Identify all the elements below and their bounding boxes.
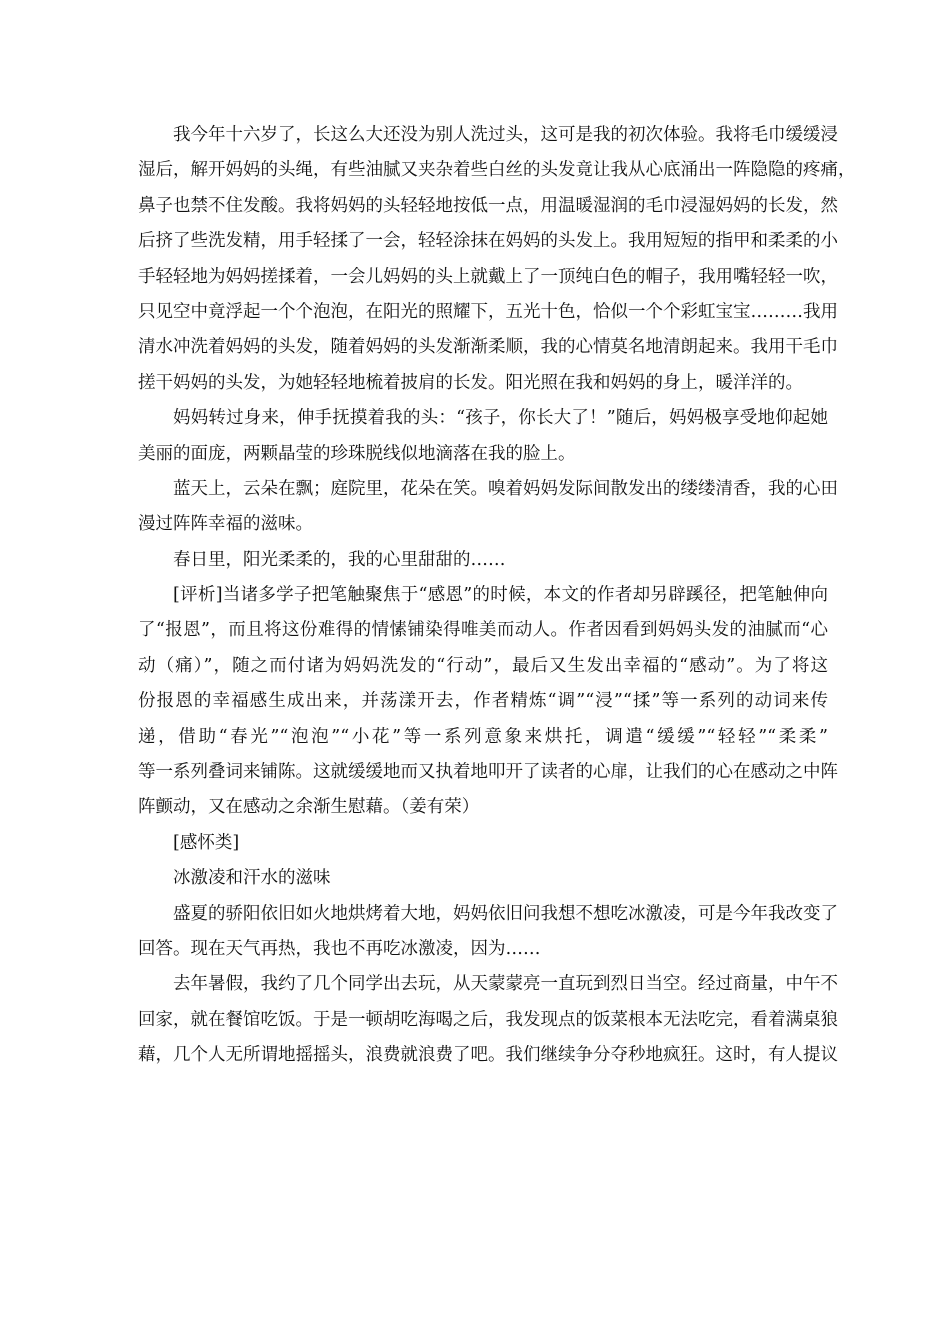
paragraph [138,578,838,826]
text-line: 盛夏的骄阳依旧如火地烘烤着大地，妈妈依旧问我想不想吃冰激凌，可是今年我改变了 [173,903,838,924]
text-line: 美丽的面庞，两颗晶莹的珍珠脱线似地滴落在我的脸上。 [138,443,576,464]
text-line: 手轻轻地为妈妈搓揉着，一会儿妈妈的头上就戴上了一顶纯白色的帽子，我用嘴轻轻一吹， [138,266,838,287]
paragraph [138,118,856,401]
paragraph [138,967,838,1073]
text-line: 我今年十六岁了，长这么大还没为别人洗过头，这可是我的初次体验。我将毛巾缓缓浸 [173,125,838,145]
text-line: 蓝天上，云朵在飘；庭院里，花朵在笑。嗅着妈妈发际间散发出的缕缕清香，我的心田 [173,478,838,499]
text-line: [感怀类] [173,832,240,853]
text-line: [评析]当诸多学子把笔触聚焦于“感恩”的时候，本文的作者却另辟蹊径，把笔触伸向 [173,585,828,606]
text-line: 递，借助“春光”“泡泡”“小花”等一系列意象来烘托，调遣“缓缓”“轻轻”“柔柔” [138,726,828,747]
text-line: 份报恩的幸福感生成出来，并荡漾开去，作者精炼“调”“浸”“揉”等一系列的动词来传 [138,691,828,712]
text-line: 只见空中竟浮起一个个泡泡，在阳光的照耀下，五光十色，恰似一个个彩虹宝宝………我用 [138,301,838,322]
text-line: 妈妈转过身来，伸手抚摸着我的头：“孩子，你长大了！”随后，妈妈极享受地仰起她 [173,408,828,429]
text-line: 阵颤动，又在感动之余渐生慰藉。（姜有荣） [138,797,480,818]
text-line: 春日里，阳光柔柔的，我的心里甜甜的…… [173,549,506,570]
paragraph [138,543,828,578]
text-line: 搓干妈妈的头发，为她轻轻地梳着披肩的长发。阳光照在我和妈妈的身上，暖洋洋的。 [138,372,803,393]
paragraph [138,401,828,472]
text-line: 漫过阵阵幸福的滋味。 [138,514,313,535]
document-body [138,118,856,1074]
paragraph [138,861,828,896]
text-line: 回家，就在餐馆吃饭。于是一顿胡吃海喝之后，我发现点的饭菜根本无法吃完，看着满桌狼 [138,1009,838,1030]
text-line: 后挤了些洗发精，用手轻揉了一会，轻轻涂抹在妈妈的头发上。我用短短的指甲和柔柔的小 [138,231,838,252]
text-line: 清水冲洗着妈妈的头发，随着妈妈的头发渐渐柔顺，我的心情莫名地清朗起来。我用干毛巾 [138,337,838,358]
text-line: 等一系列叠词来铺陈。这就缓缓地而又执着地叩开了读者的心扉，让我们的心在感动之中阵 [138,762,838,783]
text-line: 动（痛）”，随之而付诸为妈妈洗发的“行动”，最后又生发出幸福的“感动”。为了将这 [138,655,828,676]
text-line: 藉，几个人无所谓地摇摇头，浪费就浪费了吧。我们继续争分夺秒地疯狂。这时，有人提议 [138,1045,838,1066]
paragraph [138,472,838,543]
paragraph [138,897,838,968]
text-line: 湿后，解开妈妈的头绳，有些油腻又夹杂着些白丝的头发竟让我从心底涌出一阵隐隐的疼痛， [138,160,856,181]
text-line: 去年暑假，我约了几个同学出去玩，从天蒙蒙亮一直玩到烈日当空。经过商量，中午不 [173,974,838,995]
text-line: 冰激凌和汗水的滋味 [173,868,331,889]
text-line: 了“报恩”，而且将这份难得的情愫铺染得唯美而动人。作者因看到妈妈头发的油腻而“心 [138,620,828,641]
text-line: 鼻子也禁不住发酸。我将妈妈的头轻轻地按低一点，用温暖湿润的毛巾浸湿妈妈的长发，然 [138,195,838,216]
text-line: 回答。现在天气再热，我也不再吃冰激凌，因为…… [138,938,541,959]
paragraph [138,826,828,861]
